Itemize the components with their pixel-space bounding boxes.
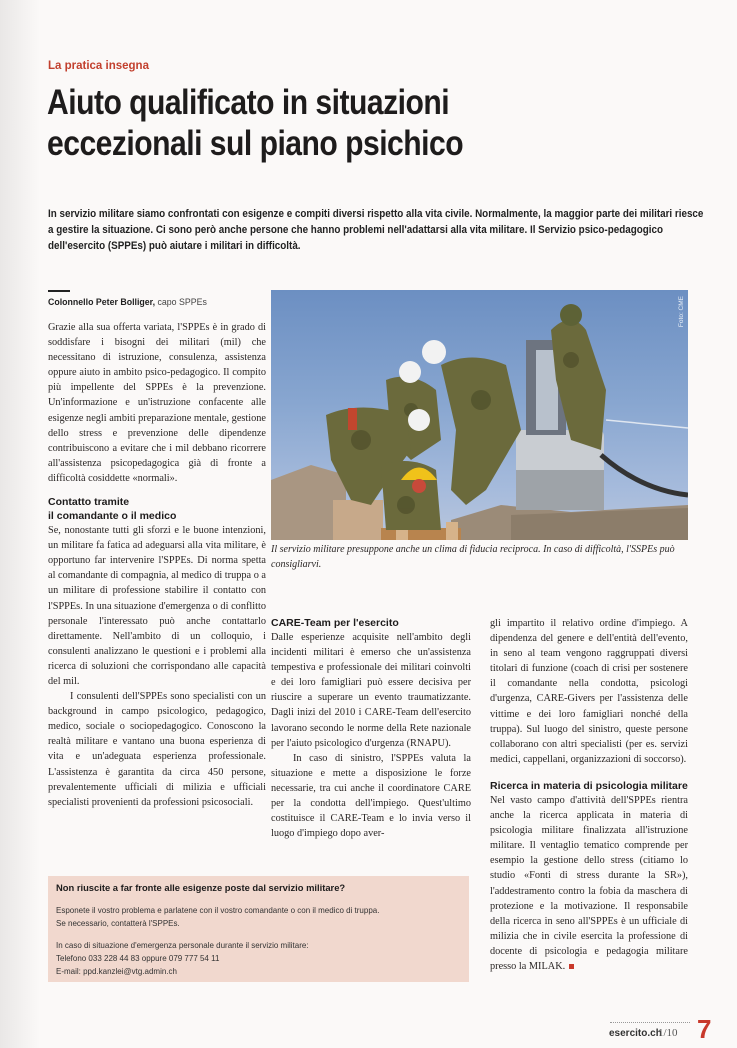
research-paragraph [490, 793, 688, 974]
research-text: Nel vasto campo d'attività dell'SPPEs rientra anche la ricerca applicata in materia di psicologia militare finalizzata all'istruzione militare. Il ventaglio tematico comprende per esempio la gestione dello stress (citiamo lo studio «Fonti di stress durante la SR»), l'addestramento contro la fobia da maschera di protezione e la motivazione. Il responsabile della ricerca in seno all'SPPEs è un ufficiale di milizia che in civile esercita la professione di docente di psicologia e pedagogia militare presso la MILAK. [490, 794, 688, 972]
author-byline [48, 297, 207, 307]
footer-issue: 1/10 [658, 1027, 678, 1039]
title-line-1: Aiuto qualificato in situazioni [47, 83, 450, 122]
contact-paragraph-2: I consulenti dell'SPPEs sono specialisti con un background in campo psicologico, pedagogico, medico, sociale o sociopedagogico. Conoscono la realtà militare e vantano una buona esperienza di vita e un'adeguata esperienza professionale. L'assistenza è garantita da circa 450 persone, prevalentemente ufficiali di milizia e ufficiali specialisti provenienti da professioni psicosociali. [48, 691, 266, 808]
footer-dotted-rule [610, 1022, 690, 1023]
article-lead: In servizio militare siamo confrontati con esigenze e compiti diversi rispetto alla vita civile. Normalmente, la maggior parte dei militari riesce a gestire la situazione. Ci sono però anche persone che hanno problemi nell'adattarsi alla vita militare. Il Servizio psico-pedagogico dell'esercito (SPPEs) può aiutare i militari in difficoltà. [48, 208, 704, 252]
photo-credit: Foto: CME [678, 296, 685, 328]
callout-line-2: Se necessario, contatterà l'SPPEs. [56, 918, 180, 928]
care-paragraph-3: gli impartito il relativo ordine d'impiego. A dipendenza del genere e dell'entità dell'evento, in seno al team vengono raggruppati diversi titolari di funzione (coach di crisi per sostenere il comandante nella condotta, psicologi d'urgenza, CARE-Givers per l'assistenza delle vittime e dei loro famigliari nonché della truppa). Sul luogo del sinistro, queste persone collaborano con altri specialisti (per es. servizi medici, cappellani, organizzazioni di soccorso). [490, 618, 688, 765]
column-1 [48, 320, 266, 810]
contact-paragraph-1: Se, nonostante tutti gli sforzi e le buone intenzioni, un militare fa fatica ad adeguarsi alla vita militare, è opportuno far intervenire l'SPPEs. Di norma spetta al comandante di compagnia, al medico di truppa o a un militare di professione stabilire il contatto con l'SPPEs. In una situazione d'emergenza o di conflitto personale l'interessato può anche contattarlo direttamente. Nell'ambito di un colloquio, i consulenti analizzano le questioni e i problemi alla ricerca di soluzioni che corrispondano alle capacità del mil. [48, 525, 266, 687]
care-paragraph-2: In caso di sinistro, l'SPPEs valuta la situazione e mette a disposizione le forze necessarie, tra cui anche il coordinatore CARE per la condotta dell'impiego. Quest'ultimo costituisce il CARE-Team e lo invia verso il luogo d'impiego dopo aver- [271, 752, 471, 840]
callout-phone: Telefono 033 228 44 83 oppure 079 777 54 11 [56, 953, 220, 963]
footer-website[interactable]: esercito.ch [609, 1028, 662, 1039]
column-2 [271, 616, 471, 841]
author-rule [48, 290, 70, 292]
callout-title: Non riuscite a far fronte alle esigenze poste dal servizio militare? [56, 882, 346, 893]
author-name: Colonnello Peter Bolliger, [48, 297, 156, 307]
photo-caption: Il servizio militare presuppone anche un clima di fiducia reciproca. In caso di difficoltà, l'SSPEs può consigliarvi. [271, 544, 675, 570]
page-gutter-shadow [0, 0, 40, 1048]
callout-email[interactable]: E-mail: ppd.kanzlei@vtg.admin.ch [56, 966, 177, 976]
section-heading-research: Ricerca in materia di psicologia militare [490, 779, 688, 792]
callout-line-3: In caso di situazione d'emergenza personale durante il servizio militare: [56, 940, 309, 950]
callout-line-1: Esponete il vostro problema e parlatene con il vostro comandante o con il medico di truppa. [56, 905, 380, 915]
author-role: capo SPPEs [157, 297, 207, 307]
section-kicker: La pratica insegna [48, 60, 149, 72]
intro-paragraph: Grazie alla sua offerta variata, l'SPPEs è in grado di soddisfare i bisogni dei militari (mil) che necessitano di istruzione, consulenza, assistenza oppure aiuto in ambito psico-pedagogico. Il compito più impellente del SPPEs è la prevenzione. Un'informazione e un'istruzione confacente alle esigenze negli ambiti preparazione mentale, gestione dello stress e prevenzione delle dipendenze contribuiscono a evitare che i mil debbano ricorrere all'assistenza psicopedagogica già di fronte a difficoltà cosiddette «normali». [48, 322, 266, 484]
care-paragraph-1: Dalle esperienze acquisite nell'ambito degli incidenti militari è emerso che un'assistenza tempestiva e professionale dei militari coinvolti e dei loro famigliari può essere decisiva per riuscire a superare un evento traumatizzante. Dagli inizi del 2010 i CARE-Team dell'esercito lavorano secondo le norme della Rete nazionale per l'aiuto psicologico d'urgenza (RNAPU). [271, 632, 471, 749]
column-3 [490, 616, 688, 974]
help-callout-box [48, 876, 469, 982]
title-line-2: eccezionali sul piano psichico [47, 124, 464, 163]
section-heading-care-team: CARE-Team per l'esercito [271, 617, 399, 629]
section-heading-contact-2: il comandante o il medico [48, 510, 177, 523]
article-photo [271, 290, 688, 540]
photo-soldiers-rescue [271, 290, 688, 540]
article-title [47, 82, 463, 164]
page-number: 7 [697, 1014, 712, 1044]
section-heading-contact-1: Contatto tramite [48, 496, 130, 509]
article-end-mark-icon [569, 964, 574, 969]
